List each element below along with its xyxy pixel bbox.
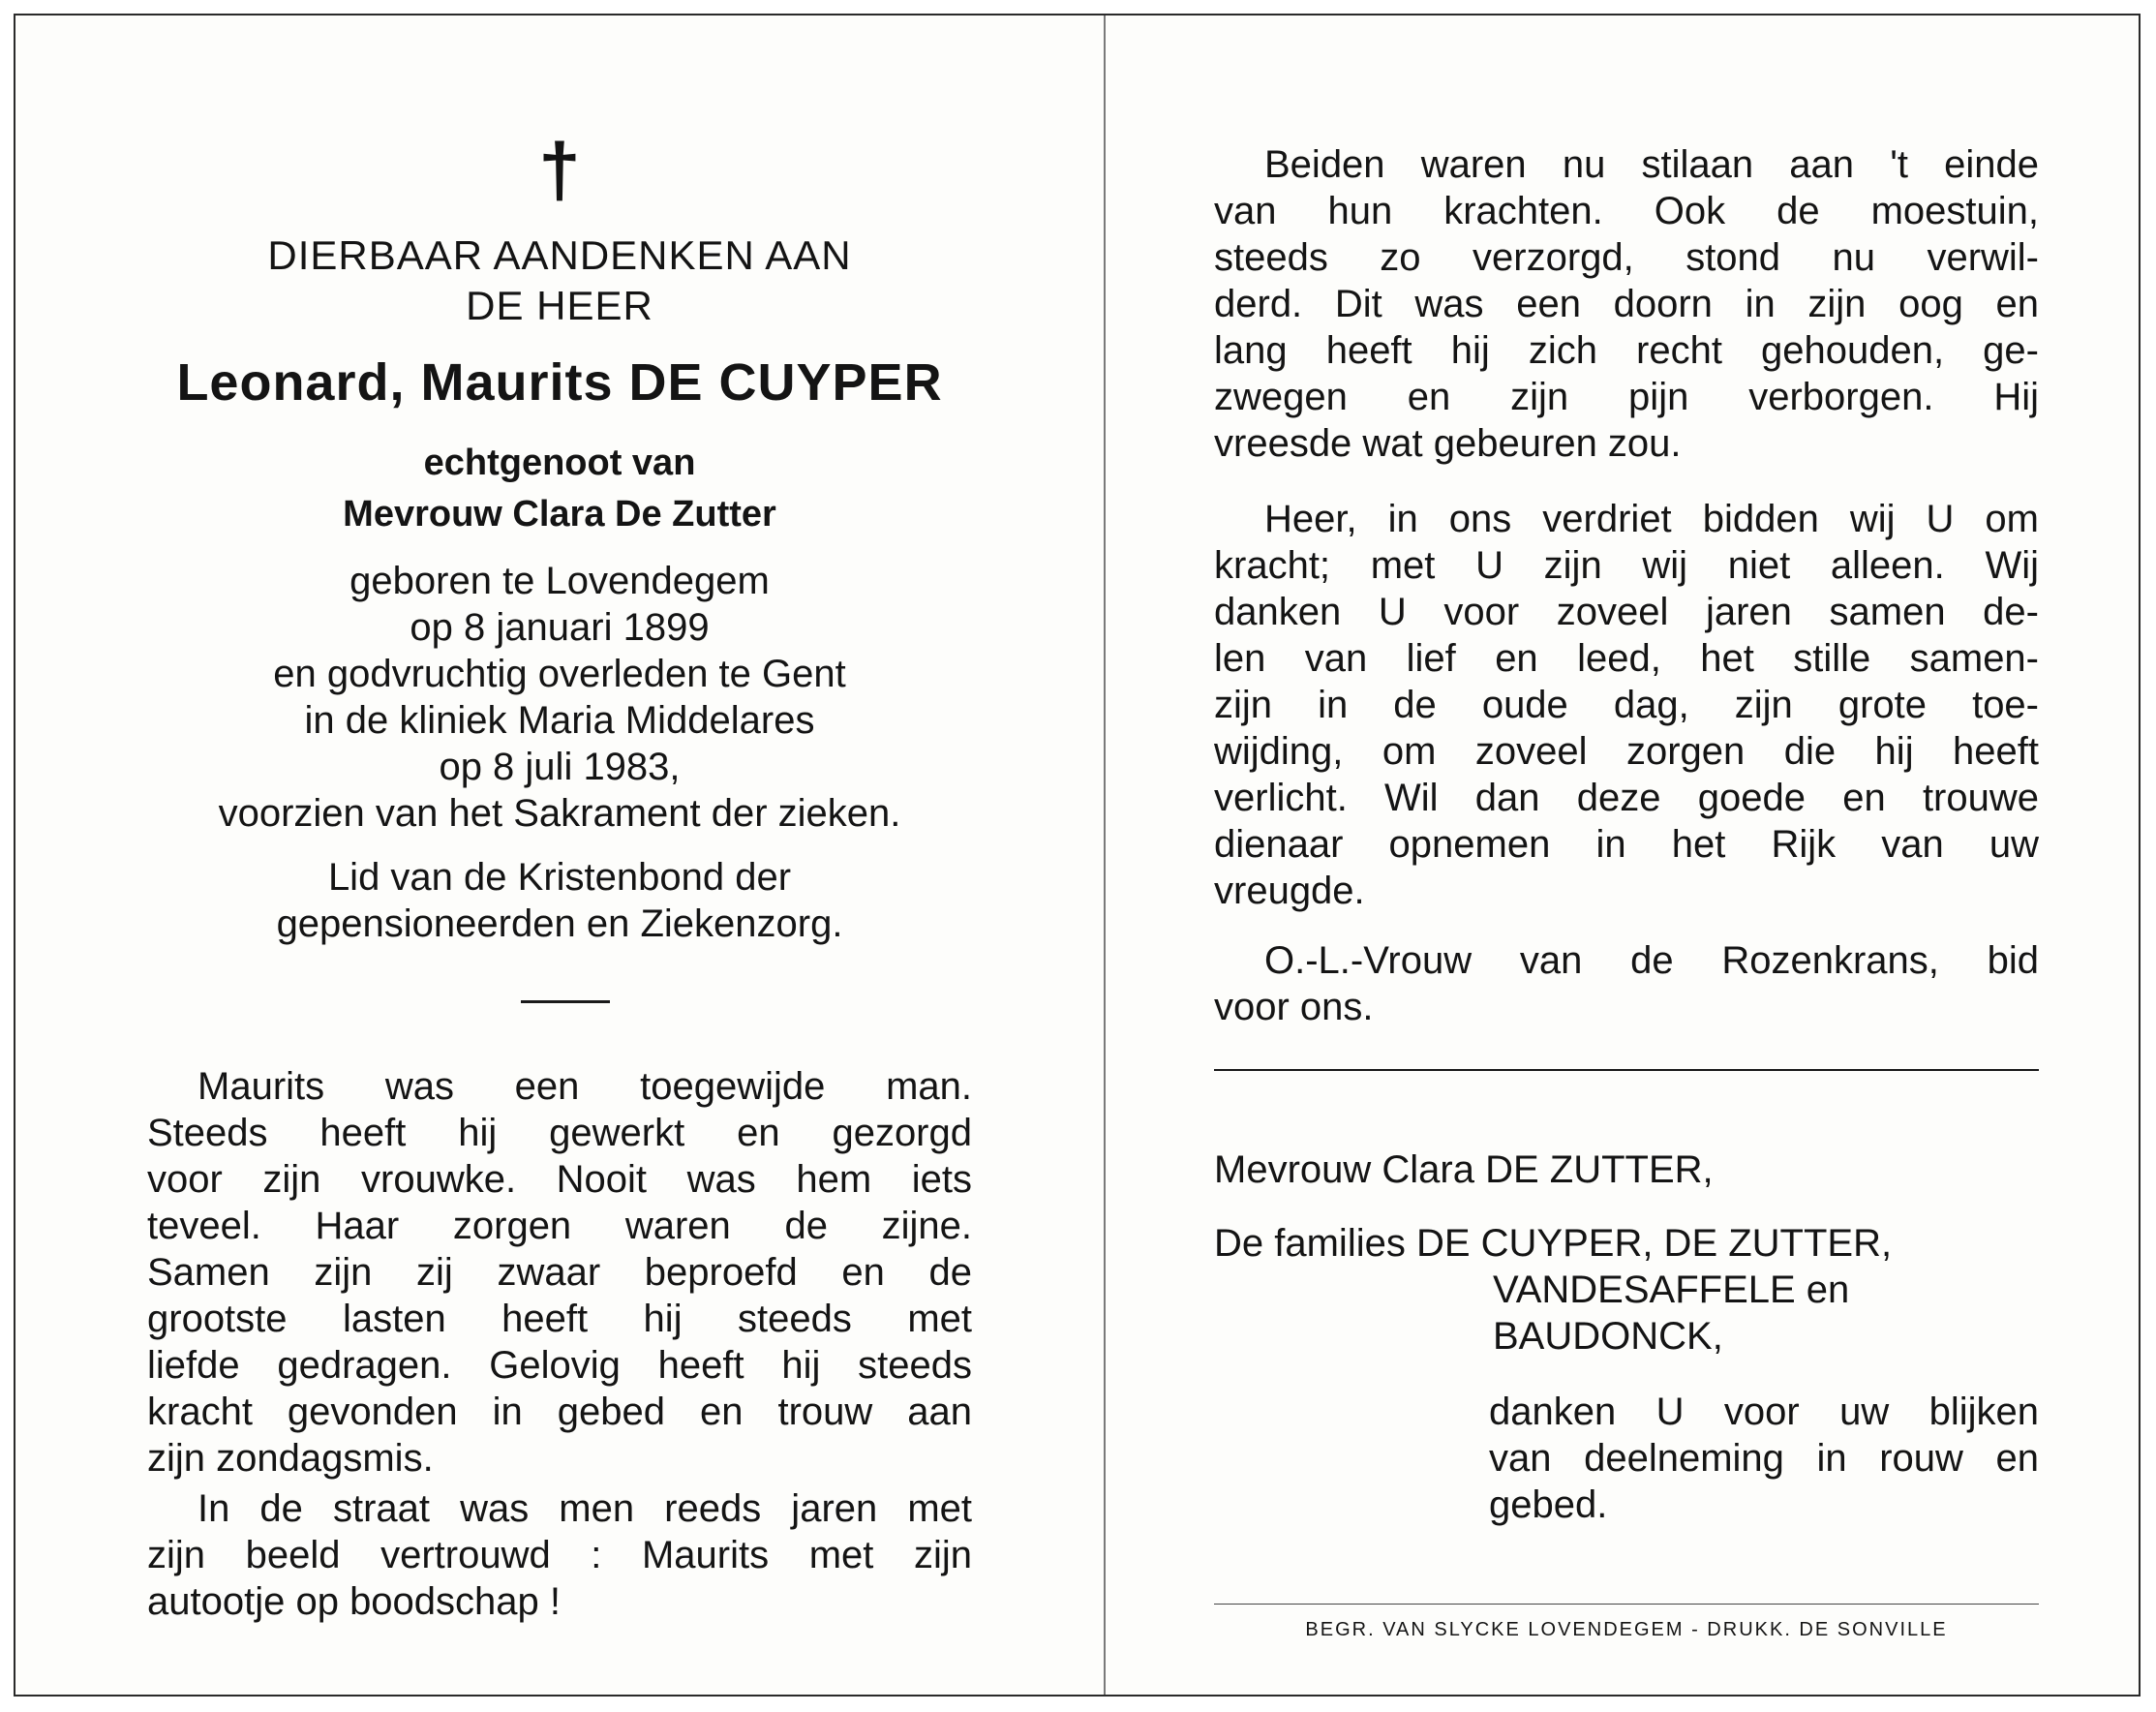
- title-line: DE HEER: [466, 283, 653, 328]
- thanks-message: [1489, 1389, 2039, 1528]
- text-line: In de straat was men reeds jaren met: [197, 1487, 972, 1530]
- text-line: Beiden waren nu stilaan aan 't einde: [1264, 143, 2039, 186]
- tribute-paragraph: [147, 1063, 972, 1482]
- text-line: van hun krachten. Ook de moestuin,: [1214, 190, 2039, 232]
- biography: [15, 558, 1104, 837]
- spouse-line: Mevrouw Clara De Zutter: [343, 494, 776, 535]
- text-line: voor ons.: [1214, 986, 1374, 1028]
- thanks-families: De families DE CUYPER, DE ZUTTER,: [1214, 1222, 1893, 1265]
- spouse-line: echtgenoot van: [423, 443, 696, 483]
- invocation-paragraph: [1214, 937, 2039, 1030]
- bio-line: in de kliniek Maria Middelares: [304, 699, 815, 742]
- text-line: danken U voor zoveel jaren samen de-: [1214, 591, 2039, 633]
- text-line: voor zijn vrouwke. Nooit was hem iets: [147, 1158, 972, 1201]
- text-line: van deelneming in rouw en: [1489, 1437, 2039, 1480]
- divider: [1214, 1069, 2039, 1071]
- text-line: zijn zondagsmis.: [147, 1437, 434, 1480]
- text-line: gebed.: [1489, 1483, 1608, 1526]
- bio-line: op 8 juli 1983,: [439, 746, 681, 788]
- bio-line: en godvruchtig overleden te Gent: [273, 653, 846, 695]
- title-line: DIERBAAR AANDENKEN AAN: [267, 232, 852, 278]
- text-line: grootste lasten heeft hij steeds met: [147, 1298, 972, 1340]
- text-line: vreugde.: [1214, 870, 1365, 912]
- text-line: teveel. Haar zorgen waren de zijne.: [147, 1205, 972, 1247]
- text-line: zwegen en zijn pijn verborgen. Hij: [1214, 376, 2039, 418]
- text-line: Heer, in ons verdriet bidden wij U om: [1264, 498, 2039, 540]
- printer-credit: BEGR. VAN SLYCKE LOVENDEGEM - DRUKK. DE SONVILLE: [1305, 1619, 1948, 1640]
- cross-icon: †: [538, 127, 581, 212]
- text-line: Maurits was een toegewijde man.: [197, 1065, 972, 1108]
- text-line: autootje op boodschap !: [147, 1580, 562, 1623]
- membership: [15, 854, 1104, 947]
- text-line: kracht gevonden in gebed en trouw aan: [147, 1391, 972, 1433]
- text-line: Steeds heeft hij gewerkt en gezorgd: [147, 1112, 972, 1154]
- tribute-paragraph: [1214, 141, 2039, 467]
- text-line: lang heeft hij zich recht gehouden, ge-: [1214, 329, 2039, 372]
- text-line: dienaar opnemen in het Rijk van uw: [1214, 823, 2039, 866]
- bio-line: geboren te Lovendegem: [349, 560, 770, 602]
- text-line: O.-L.-Vrouw van de Rozenkrans, bid: [1264, 939, 2039, 982]
- text-line: zijn in de oude dag, zijn grote toe-: [1214, 684, 2039, 726]
- tribute-paragraph: [147, 1485, 972, 1625]
- member-line: Lid van de Kristenbond der: [327, 856, 792, 899]
- text-line: wijding, om zoveel zorgen die hij heeft: [1214, 730, 2039, 773]
- text-line: derd. Dit was een doorn in zijn oog en: [1214, 283, 2039, 325]
- prayer-paragraph: [1214, 496, 2039, 914]
- text-line: verlicht. Wil dan deze goede en trouwe: [1214, 777, 2039, 819]
- text-line: kracht; met U zijn wij niet alleen. Wij: [1214, 544, 2039, 587]
- divider: [521, 1000, 610, 1003]
- text-line: vreesde wat gebeuren zou.: [1214, 422, 1682, 465]
- footer-divider: [1214, 1604, 2039, 1605]
- bio-line: voorzien van het Sakrament der zieken.: [218, 792, 901, 835]
- text-line: steeds zo verzorgd, stond nu verwil-: [1214, 236, 2039, 279]
- text-line: liefde gedragen. Gelovig heeft hij steeds: [147, 1344, 972, 1387]
- thanks-widow: Mevrouw Clara DE ZUTTER,: [1214, 1148, 1714, 1191]
- deceased-name: Leonard, Maurits DE CUYPER: [176, 353, 943, 412]
- bio-line: op 8 januari 1899: [410, 606, 710, 649]
- right-panel: [1106, 15, 2142, 1695]
- text-line: zijn beeld vertrouwd : Maurits met zijn: [147, 1534, 972, 1576]
- thanks-families: BAUDONCK,: [1493, 1315, 1723, 1358]
- member-line: gepensioneerden en Ziekenzorg.: [276, 902, 843, 945]
- spouse-info: [15, 438, 1104, 540]
- left-panel: [15, 15, 1104, 1695]
- text-line: Samen zijn zij zwaar beproefd en de: [147, 1251, 972, 1294]
- memorial-card: [14, 14, 2141, 1697]
- text-line: danken U voor uw blijken: [1489, 1391, 2039, 1433]
- memorial-title: [15, 230, 1104, 331]
- thanks-families: VANDESAFFELE en: [1493, 1269, 1850, 1311]
- text-line: len van lief en leed, het stille samen-: [1214, 637, 2039, 680]
